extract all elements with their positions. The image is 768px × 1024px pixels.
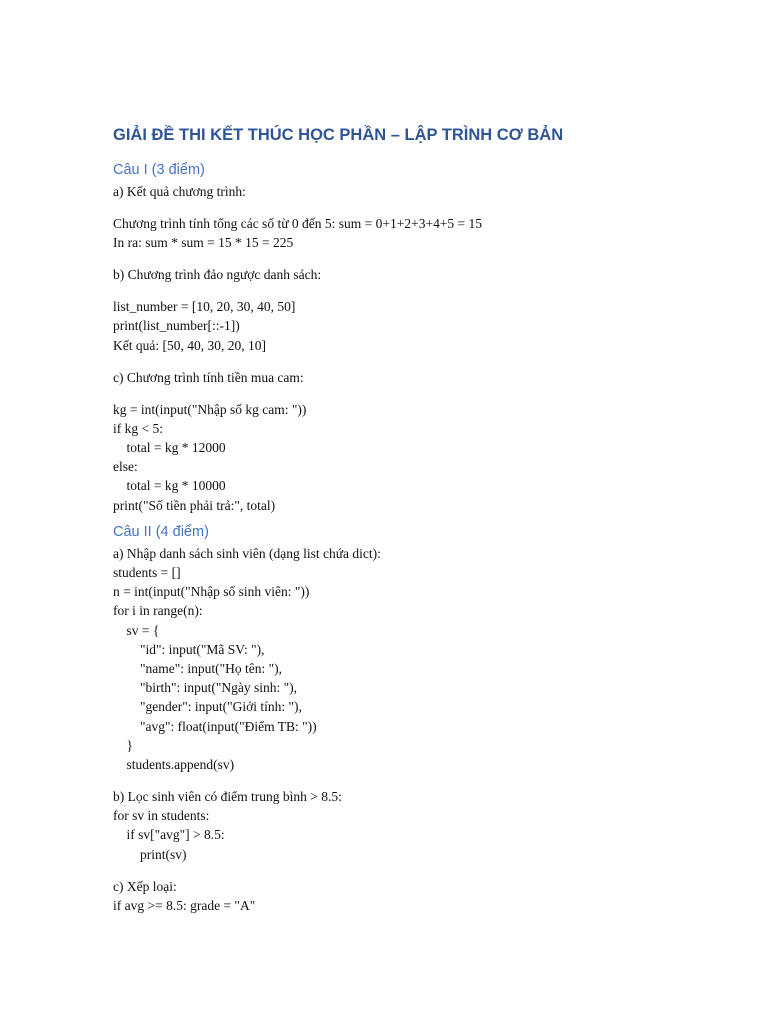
section-1-c-line: else:: [113, 459, 138, 475]
section-2-c-line: if avg >= 8.5: grade = "A": [113, 897, 256, 913]
section-2-a-line: students.append(sv): [113, 757, 235, 773]
section-2-a-line: n = int(input("Nhập số sinh viên: ")): [113, 584, 310, 600]
section-1-a-line: In ra: sum * sum = 15 * 15 = 225: [113, 235, 294, 251]
section-2-heading: Câu II (4 điểm): [113, 523, 209, 540]
section-2-a-line: "birth": input("Ngày sinh: "),: [113, 680, 298, 696]
section-2-a-line: sv = {: [113, 622, 160, 638]
section-2-c-line: c) Xếp loại:: [113, 878, 177, 894]
section-1-c-line: total = kg * 10000: [113, 478, 226, 494]
document-title: GIẢI ĐỀ THI KẾT THÚC HỌC PHẦN – LẬP TRÌNH CƠ BẢN: [113, 126, 564, 144]
section-2-b-line: print(sv): [113, 846, 187, 862]
section-1-b-line: Kết quả: [50, 40, 30, 20, 10]: [113, 337, 266, 353]
section-2-a-line: "gender": input("Giới tính: "),: [113, 699, 302, 715]
section-1-b-label: b) Chương trình đảo ngược danh sách:: [113, 267, 322, 283]
section-2-a-line: for i in range(n):: [113, 603, 203, 619]
section-2-a-line: "avg": float(input("Điểm TB: ")): [113, 718, 317, 734]
section-2-a-line: }: [113, 737, 133, 753]
section-1-c-line: print("Số tiền phải trả:", total): [113, 497, 276, 513]
section-1-c-line: total = kg * 12000: [113, 440, 226, 456]
section-1-c-label: c) Chương trình tính tiền mua cam:: [113, 369, 304, 385]
section-2-b-line: if sv["avg"] > 8.5:: [113, 827, 225, 843]
section-1-b-line: print(list_number[::-1]): [113, 318, 240, 334]
section-2-a-line: "id": input("Mã SV: "),: [113, 641, 265, 657]
section-1-a-label: a) Kết quả chương trình:: [113, 184, 246, 199]
section-2-a-line: students = []: [113, 565, 181, 581]
section-2-b-line: for sv in students:: [113, 808, 210, 824]
section-2-a-line: a) Nhập danh sách sinh viên (dạng list chứa dict):: [113, 545, 381, 561]
document-page: [113, 124, 733, 915]
section-1-c-line: if kg < 5:: [113, 420, 163, 436]
section-2-a-line: "name": input("Họ tên: "),: [113, 661, 283, 677]
section-1-b-line: list_number = [10, 20, 30, 40, 50]: [113, 299, 296, 315]
section-2-b-line: b) Lọc sinh viên có điểm trung bình > 8.5:: [113, 789, 342, 805]
section-1-a-line: Chương trình tính tổng các số từ 0 đến 5: sum = 0+1+2+3+4+5 = 15: [113, 216, 483, 231]
section-1-c-line: kg = int(input("Nhập số kg cam: ")): [113, 401, 307, 417]
section-1-heading: Câu I (3 điểm): [113, 162, 205, 178]
